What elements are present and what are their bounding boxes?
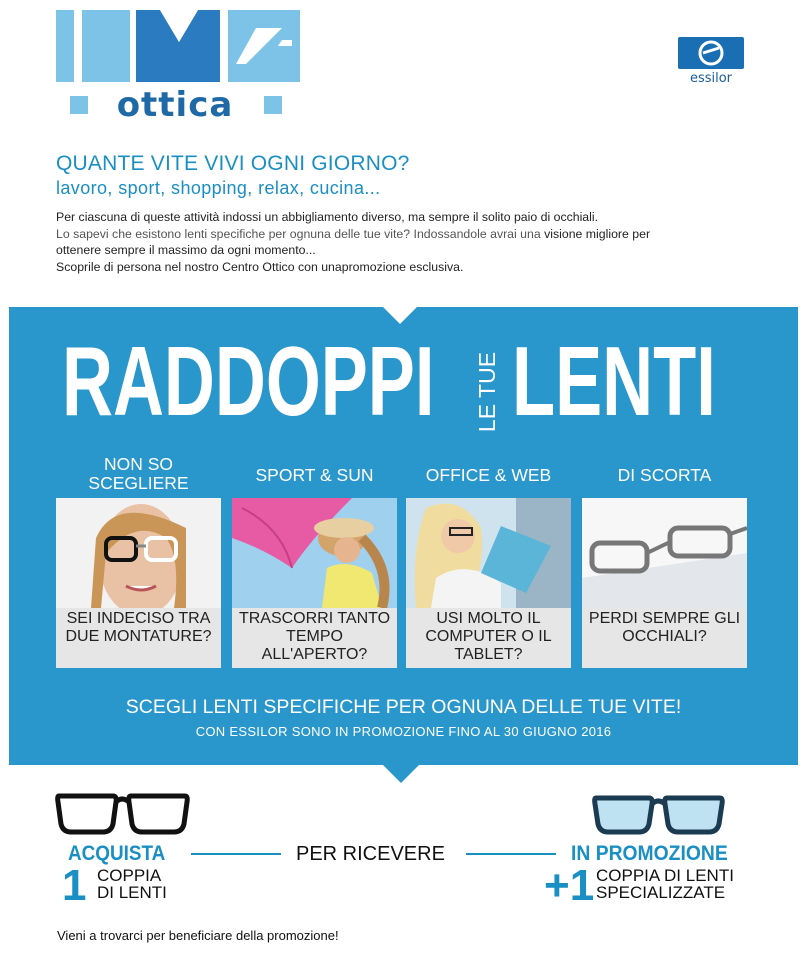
essilor-logo bbox=[676, 37, 746, 89]
intro-text: per bbox=[628, 226, 651, 241]
woman-glasses-photo bbox=[56, 498, 221, 608]
offer-left-number: 1 bbox=[62, 861, 87, 910]
black-glasses-icon bbox=[55, 790, 190, 836]
banner-headline-small: LE TUE bbox=[474, 351, 500, 433]
category-question: USI MOLTO IL COMPUTER O IL TABLET? bbox=[425, 610, 552, 663]
page-subtitle: lavoro, sport, shopping, relax, cucina... bbox=[56, 178, 381, 198]
woman-tablet-photo bbox=[406, 498, 571, 608]
category-label-office-web: OFFICE & WEB bbox=[425, 465, 552, 485]
intro-text: Scoprile di persona nel nostro Centro Ottico con una bbox=[56, 259, 342, 274]
offer-left-line: COPPIA bbox=[97, 866, 162, 885]
essilor-wordmark: essilor bbox=[689, 71, 733, 86]
category-label-sport-sun: SPORT & SUN bbox=[255, 465, 374, 485]
page-title: QUANTE VITE VIVI OGNI GIORNO? bbox=[56, 152, 410, 175]
spare-glasses-photo bbox=[582, 498, 747, 608]
essilor-e-icon bbox=[678, 37, 744, 69]
category-card-non-so-scegliere bbox=[56, 498, 221, 668]
category-card-sport-sun bbox=[232, 498, 397, 668]
category-question: SEI INDECISO TRA DUE MONTATURE? bbox=[65, 610, 212, 645]
divider-line-right bbox=[466, 853, 556, 855]
blue-lens-glasses-icon bbox=[592, 792, 725, 836]
banner-headline-word1: RADDOPPI bbox=[62, 326, 435, 436]
banner-notch-bottom bbox=[383, 765, 419, 783]
intro-line bbox=[56, 259, 756, 276]
intro-line bbox=[56, 226, 756, 243]
category-question: TRASCORRI TANTO TEMPO ALL'APERTO? bbox=[238, 610, 391, 663]
offer-right-line: SPECIALIZZATE bbox=[596, 883, 726, 902]
banner-headline-word2: LENTI bbox=[512, 326, 716, 436]
category-card-di-scorta bbox=[582, 498, 747, 668]
logo-text: ottica bbox=[116, 85, 234, 125]
offer-left-title: ACQUISTA bbox=[68, 842, 166, 865]
offer-right-number: +1 bbox=[544, 861, 595, 910]
footer-text: Vieni a trovarci per beneficiare della promozione! bbox=[57, 928, 339, 943]
offer-right-text bbox=[596, 867, 734, 901]
intro-paragraph bbox=[56, 209, 756, 275]
intro-text: Lo sapevi che esistono lenti specifiche per ognuna delle tue vite? Indossandole avrai una bbox=[56, 226, 545, 241]
offer-left-text bbox=[97, 867, 167, 901]
intro-line: ottenere sempre il massimo da ogni momento... bbox=[56, 243, 316, 257]
category-label-non-so-scegliere: NON SO SCEGLIERE bbox=[88, 454, 189, 493]
offer-middle-text: PER RICEVERE bbox=[296, 843, 445, 865]
category-card-office-web bbox=[406, 498, 571, 668]
woman-umbrella-photo bbox=[232, 498, 397, 608]
category-question: PERDI SEMPRE GLI OCCHIALI? bbox=[588, 610, 741, 645]
banner-cta-sub: CON ESSILOR SONO IN PROMOZIONE FINO AL 30 GIUGNO 2016 bbox=[195, 724, 612, 739]
intro-text: promozione esclusiva. bbox=[341, 259, 464, 274]
intro-highlight: visione migliore bbox=[544, 226, 629, 241]
offer-right-line: COPPIA DI LENTI bbox=[596, 866, 734, 885]
offer-left-line: DI LENTI bbox=[97, 883, 167, 902]
category-label-di-scorta: DI SCORTA bbox=[617, 465, 712, 485]
banner-notch-top bbox=[383, 307, 417, 324]
banner-cta: SCEGLI LENTI SPECIFICHE PER OGNUNA DELLE TUE VITE! bbox=[125, 696, 682, 718]
offer-right-title: IN PROMOZIONE bbox=[571, 842, 728, 865]
intro-line: Per ciascuna di queste attività indossi un abbigliamento diverso, ma sempre il solito paio di occhiali. bbox=[56, 210, 599, 224]
divider-line-left bbox=[191, 853, 281, 855]
